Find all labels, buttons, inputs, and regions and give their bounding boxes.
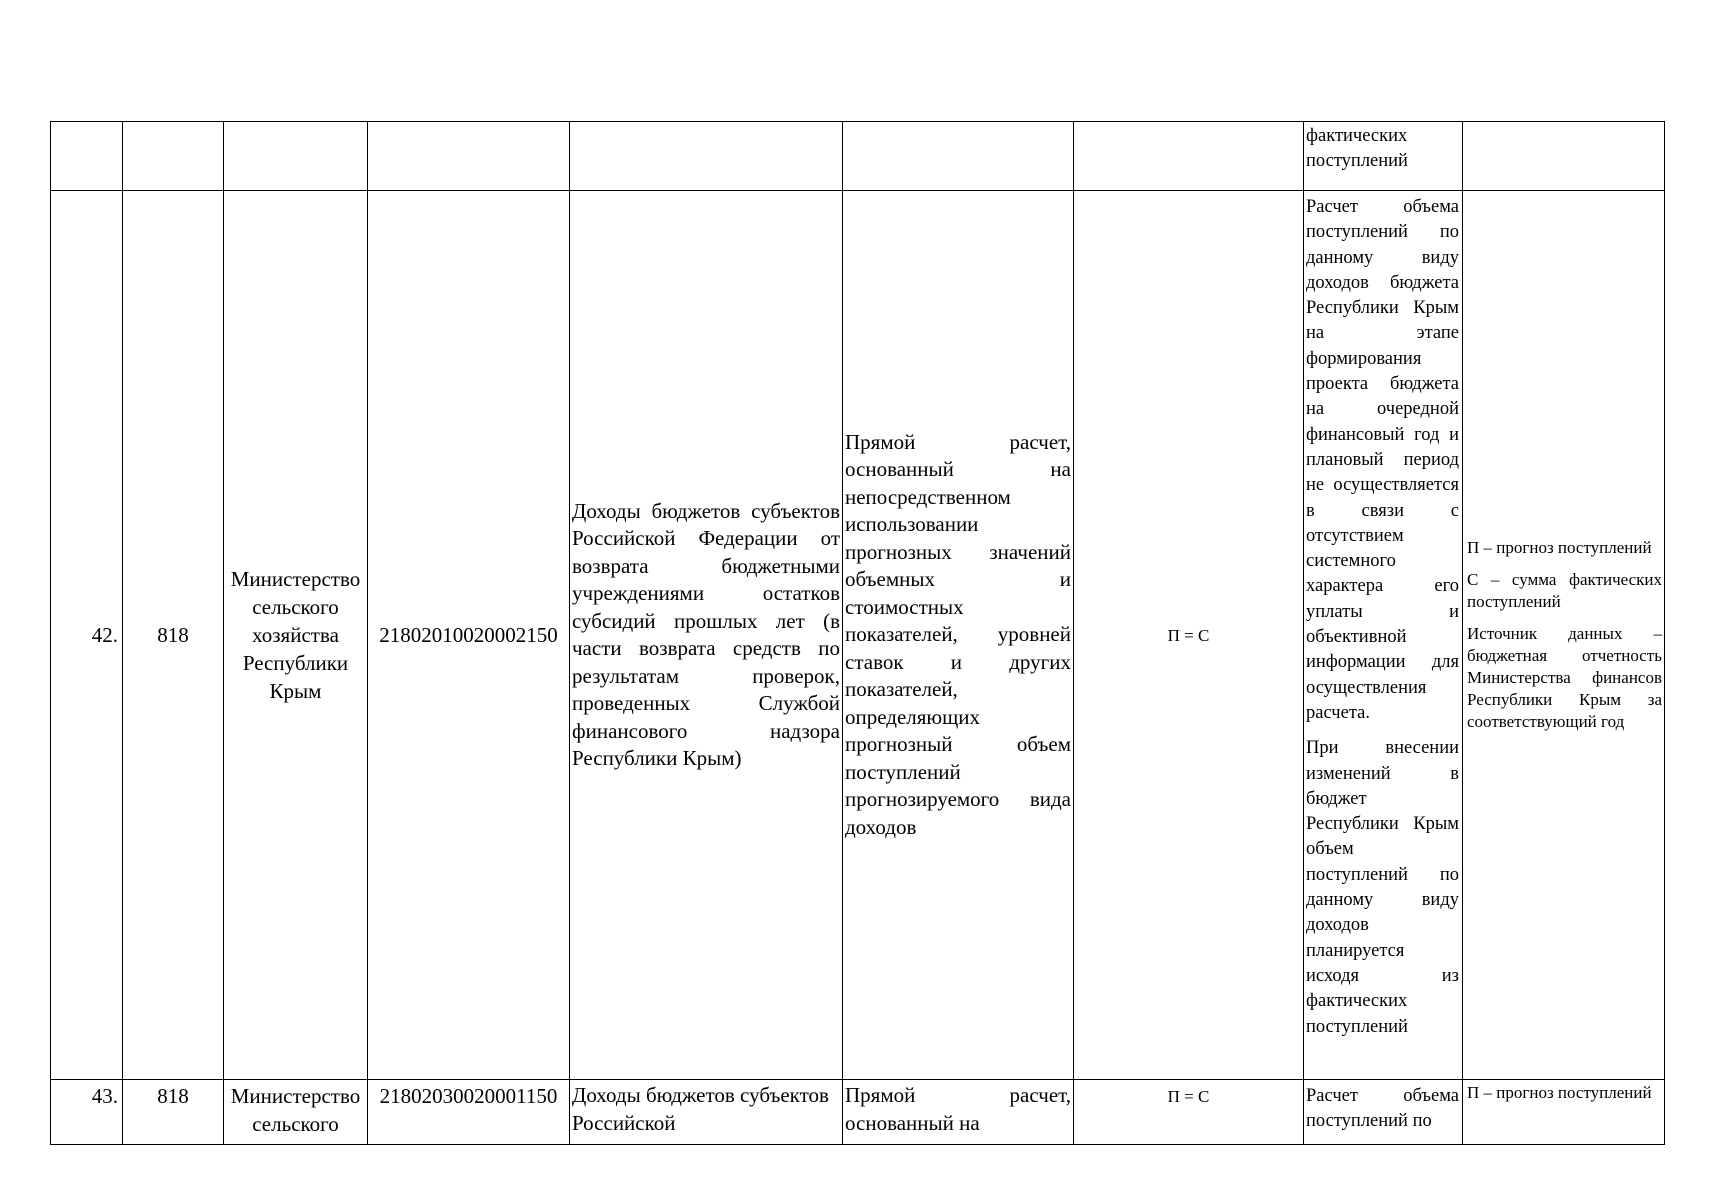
- forecast-method: Прямой расчет, основанный на: [843, 1080, 1074, 1145]
- calculation-description: [1304, 1080, 1463, 1145]
- forecast-formula: П = С: [1074, 191, 1304, 1080]
- administrator-name: Министерство сельского хозяйства Республики Крым: [224, 191, 368, 1080]
- row-number: 42.: [51, 191, 123, 1080]
- row-number: 43.: [51, 1080, 123, 1145]
- table-row: [51, 122, 1665, 191]
- budget-classification-code: [368, 122, 570, 191]
- revenue-name: [570, 122, 843, 191]
- description-paragraph: фактических поступлений: [1306, 126, 1408, 172]
- indicator-description: [1463, 191, 1665, 1080]
- admin-code: [123, 122, 224, 191]
- admin-code: 818: [123, 1080, 224, 1145]
- indicator-description: [1463, 1080, 1665, 1145]
- forecast-method: Прямой расчет, основанный на непосредственном использовании прогнозных значений объемных и стоимостных показателей, уровней ставок и других показателей, определяющих прогнозный объем поступлений прогнозируемого вида доходов: [843, 191, 1074, 1080]
- calculation-description: [1304, 122, 1463, 191]
- administrator-name: Министерство сельского: [224, 1080, 368, 1145]
- indicator-data-source: Источник данных – бюджетная отчетность Министерства финансов Республики Крым за соответствующий год: [1467, 624, 1662, 731]
- budget-classification-code: 21802030020001150: [368, 1080, 570, 1145]
- indicator-actual-sum: С – сумма фактических поступлений: [1467, 570, 1662, 611]
- revenue-name: Доходы бюджетов субъектов Российской Федерации от возврата бюджетными учреждениями остатков субсидий прошлых лет (в части возврата средств по результатам проверок, проведенных Службой финансового надзора Республики Крым): [570, 191, 843, 1080]
- indicator-forecast: П – прогноз поступлений: [1467, 1083, 1652, 1102]
- forecast-method: [843, 122, 1074, 191]
- revenue-name: Доходы бюджетов субъектов Российской: [570, 1080, 843, 1145]
- revenue-forecast-table: [50, 121, 1665, 1145]
- indicator-forecast: П – прогноз поступлений: [1467, 538, 1652, 557]
- description-paragraph: Расчет объема поступлений по данному виду доходов бюджета Республики Крым на этапе формирования проекта бюджета на очередной финансовый год и плановый период не осуществляется в связи с отсутствием системного характера его уплаты и объективной информации для осуществления расчета.: [1306, 197, 1459, 723]
- indicator-description: [1463, 122, 1665, 191]
- forecast-formula: П = С: [1074, 1080, 1304, 1145]
- budget-classification-code: 21802010020002150: [368, 191, 570, 1080]
- description-paragraph: При внесении изменений в бюджет Республики Крым объем поступлений по данному виду доходов планируется исходя из фактических поступлений: [1306, 738, 1459, 1037]
- description-paragraph: Расчет объема поступлений по: [1306, 1086, 1459, 1132]
- forecast-formula: [1074, 122, 1304, 191]
- table-row: [51, 191, 1665, 1080]
- calculation-description: [1304, 191, 1463, 1080]
- table-row: [51, 1080, 1665, 1145]
- row-number: [51, 122, 123, 191]
- admin-code: 818: [123, 191, 224, 1080]
- administrator-name: [224, 122, 368, 191]
